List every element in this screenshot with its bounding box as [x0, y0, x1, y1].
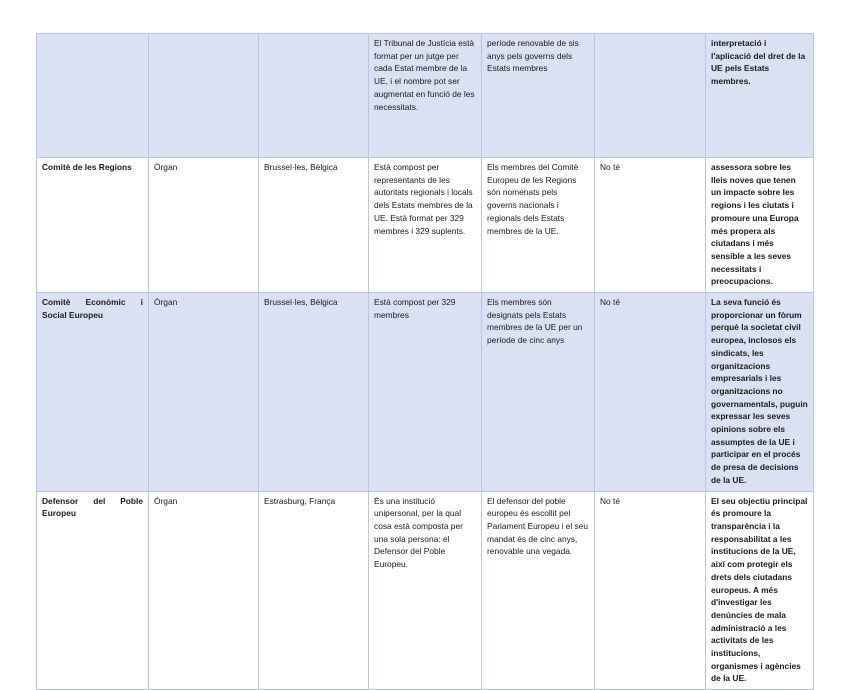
- table-row: [37, 34, 814, 158]
- functions-cell: El seu objectiu principal és promoure la transparència i la responsabilitat a les institucions de la UE, així com protegir els drets dels ciutadans europeus. A més d'investigar les denúncies de mala administració a les activitats de les institucions, organismes i agències de la UE.: [706, 491, 814, 690]
- table-row: [37, 158, 814, 293]
- seat-cell: Brussel·les, Bèlgica: [259, 293, 369, 492]
- members-cell: El defensor del poble europeu és escollit pel Parlament Europeu i el seu mandat és de cinc anys, renovable una vegada.: [482, 491, 595, 690]
- composition-cell: És una institució unipersonal, per la qual cosa està composta per una sola persona: el Defensor del Poble Europeu.: [369, 491, 482, 690]
- legal-personality-cell: No té: [595, 158, 706, 293]
- composition-cell: Està compost per representants de les autoritats regionals i locals dels Estats membres de la UE. Està format per 329 membres i 329 suplents.: [369, 158, 482, 293]
- seat-cell: Estrasburg, França: [259, 491, 369, 690]
- seat-cell: Brussel·les, Bèlgica: [259, 158, 369, 293]
- members-cell: període renovable de sis anys pels governs dels Estats membres: [482, 34, 595, 158]
- body-type-cell: [149, 34, 259, 158]
- composition-cell: El Tribunal de Justícia està format per un jutge per cada Estat membre de la UE, i el nombre pot ser augmentat en funció de les necessitats.: [369, 34, 482, 158]
- body-type-cell: Òrgan: [149, 293, 259, 492]
- eu-bodies-table: [36, 33, 814, 690]
- seat-cell: [259, 34, 369, 158]
- functions-cell: interpretació i l'aplicació del dret de la UE pels Estats membres.: [706, 34, 814, 158]
- body-name-cell: Comitè de les Regions: [37, 158, 149, 293]
- functions-cell: La seva funció és proporcionar un fòrum perquè la societat civil europea, inclosos els sindicats, les organitzacions empresarials i les organitzacions no governamentals, puguin expressar les seves opinions sobre els assumptes de la UE i participar en el procés de presa de decisions de la UE.: [706, 293, 814, 492]
- body-name-cell: [37, 34, 149, 158]
- body-type-cell: Òrgan: [149, 158, 259, 293]
- body-name-text: Defensor del Poble Europeu: [42, 495, 143, 519]
- members-cell: Els membres són designats pels Estats membres de la UE per un període de cinc anys: [482, 293, 595, 492]
- body-name-text: Comitè Econòmic i Social Europeu: [42, 297, 143, 320]
- table-row: [37, 293, 814, 492]
- composition-cell: Està compost per 329 membres: [369, 293, 482, 492]
- legal-personality-cell: No té: [595, 491, 706, 690]
- legal-personality-cell: No té: [595, 293, 706, 492]
- body-name-cell: [37, 293, 149, 492]
- table-row: [37, 491, 814, 690]
- body-name-cell: [37, 491, 149, 690]
- members-cell: Els membres del Comitè Europeu de les Regions són nomenats pels governs nacionals i regionals dels Estats membres de la UE.: [482, 158, 595, 293]
- functions-cell: assessora sobre les lleis noves que tenen un impacte sobre les regions i les ciutats i promoure una Europa més propera als ciutadans i més sensible a les seves necessitats i preocupacions.: [706, 158, 814, 293]
- body-type-cell: Òrgan: [149, 491, 259, 690]
- legal-personality-cell: [595, 34, 706, 158]
